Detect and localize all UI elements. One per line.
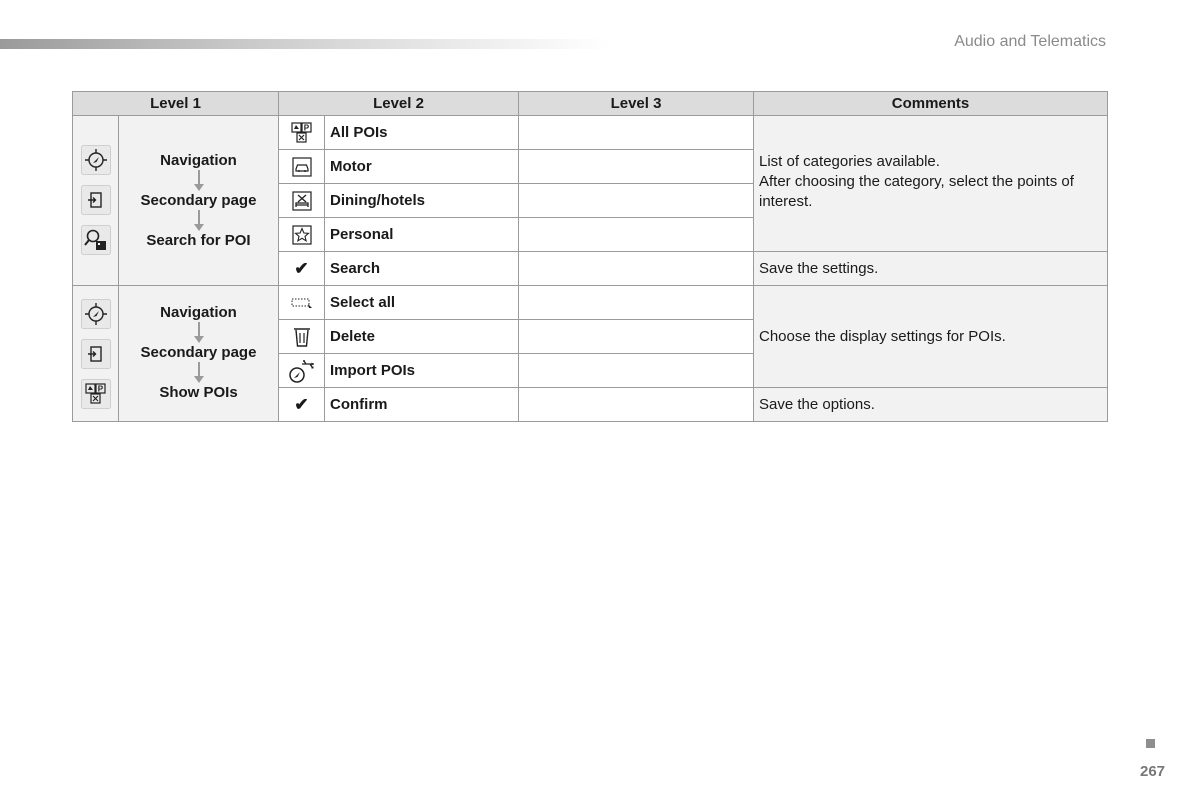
level1-step-label: Navigation <box>160 304 237 321</box>
level1-icons <box>73 286 119 422</box>
svg-text:P: P <box>97 384 103 394</box>
level3-cell <box>519 286 754 320</box>
import-usb-icon <box>279 354 325 388</box>
comment-cell: Save the options. <box>754 388 1108 422</box>
level3-cell <box>519 388 754 422</box>
motor-car-icon <box>279 150 325 184</box>
select-all-icon <box>279 286 325 320</box>
level2-label: Select all <box>325 286 519 320</box>
show-pois-icon <box>73 374 118 414</box>
navigation-compass-icon <box>73 294 118 334</box>
header-comments: Comments <box>754 92 1108 116</box>
level2-label: Motor <box>325 150 519 184</box>
level3-cell <box>519 320 754 354</box>
page-marker <box>1146 739 1155 748</box>
svg-text:P: P <box>303 123 309 132</box>
comment-cell <box>754 116 1108 252</box>
navigation-compass-icon <box>73 140 118 180</box>
delete-trash-icon <box>279 320 325 354</box>
arrow-down-icon <box>119 362 278 384</box>
header-level3: Level 3 <box>519 92 754 116</box>
checkmark-icon: ✔ <box>279 388 325 422</box>
level3-cell <box>519 252 754 286</box>
arrow-down-icon <box>119 322 278 344</box>
level1-steps <box>119 116 279 286</box>
poi-menu-table <box>72 91 1108 422</box>
level2-label: Delete <box>325 320 519 354</box>
comment-cell <box>754 286 1108 388</box>
table-header-row <box>73 92 1108 116</box>
comment-cell: Save the settings. <box>754 252 1108 286</box>
section-title: Audio and Telematics <box>954 33 1106 50</box>
arrow-down-icon <box>119 170 278 192</box>
level3-cell <box>519 218 754 252</box>
comment-line: List of categories available. <box>759 153 940 170</box>
level1-step-label: Search for POI <box>146 232 251 249</box>
level1-step-label: Secondary page <box>140 344 257 361</box>
checkmark-icon: ✔ <box>279 252 325 286</box>
level3-cell <box>519 116 754 150</box>
arrow-down-icon <box>119 210 278 232</box>
level2-label: Search <box>325 252 519 286</box>
dining-hotels-icon <box>279 184 325 218</box>
level1-step-label: Secondary page <box>140 192 257 209</box>
secondary-page-icon <box>73 334 118 374</box>
level2-label: Import POIs <box>325 354 519 388</box>
header-level1: Level 1 <box>73 92 279 116</box>
comment-line: After choosing the category, select the points of interest. <box>759 173 1074 210</box>
level3-cell <box>519 150 754 184</box>
header-gradient-bar <box>0 39 610 49</box>
level1-steps <box>119 286 279 422</box>
all-pois-icon <box>279 116 325 150</box>
level2-label: Confirm <box>325 388 519 422</box>
level1-step-label: Show POIs <box>159 384 238 401</box>
secondary-page-icon <box>73 180 118 220</box>
personal-star-icon <box>279 218 325 252</box>
search-poi-icon <box>73 220 118 260</box>
level3-cell <box>519 354 754 388</box>
level3-cell <box>519 184 754 218</box>
level1-icons <box>73 116 119 286</box>
comment-line: Choose the display settings for POIs. <box>759 327 1006 345</box>
level2-label: Personal <box>325 218 519 252</box>
table-row <box>73 286 1108 320</box>
level2-label: All POIs <box>325 116 519 150</box>
table-row <box>73 116 1108 150</box>
level1-step-label: Navigation <box>160 152 237 169</box>
header-level2: Level 2 <box>279 92 519 116</box>
level2-label: Dining/hotels <box>325 184 519 218</box>
page-number: 267 <box>1140 763 1166 780</box>
